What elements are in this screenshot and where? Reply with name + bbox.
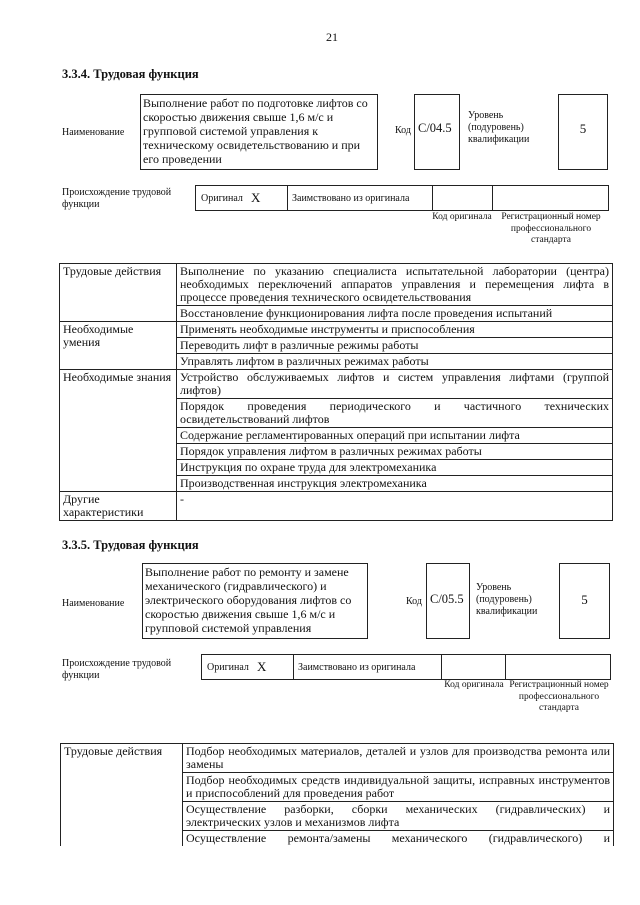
qualification-level-box bbox=[558, 94, 608, 170]
divider bbox=[505, 654, 506, 680]
original-label: Оригинал bbox=[207, 662, 249, 673]
divider bbox=[287, 185, 288, 211]
other-characteristics-label: Другие характеристики bbox=[60, 492, 177, 521]
other-characteristics-value: - bbox=[177, 492, 613, 521]
code-value-box bbox=[426, 563, 470, 639]
divider bbox=[432, 185, 433, 211]
labor-action-item: Осуществление ремонта/замены механического (гидравлического) и bbox=[183, 831, 614, 847]
knowledge-item: Содержание регламентированных операций при испытании лифта bbox=[177, 428, 613, 444]
skill-item: Применять необходимые инструменты и приспособления bbox=[177, 322, 613, 338]
function-name-box bbox=[140, 94, 378, 170]
page-number: 21 bbox=[326, 30, 338, 44]
table-row bbox=[60, 492, 613, 521]
origin-label: Происхождение трудовой функции bbox=[62, 658, 172, 681]
origin-label: Происхождение трудовой функции bbox=[62, 187, 172, 210]
original-checkmark: X bbox=[251, 190, 261, 205]
table-row bbox=[60, 264, 613, 306]
qualification-level-box bbox=[559, 563, 610, 639]
knowledge-item: Порядок проведения периодического и частичного технических освидетельствований лифтов bbox=[177, 399, 613, 428]
divider bbox=[293, 654, 294, 680]
table-row bbox=[60, 370, 613, 399]
skill-item: Управлять лифтом в различных режимах работы bbox=[177, 354, 613, 370]
registration-number-label: Регистрационный номер профессионального стандарта bbox=[509, 680, 609, 713]
knowledge-item: Порядок управления лифтом в различных режимах работы bbox=[177, 444, 613, 460]
labor-action-item: Восстановление функционирования лифта после проведения испытаний bbox=[177, 306, 613, 322]
function-details-table bbox=[60, 743, 614, 846]
name-label: Наименование bbox=[62, 598, 125, 609]
table-row bbox=[60, 322, 613, 338]
registration-number-label: Регистрационный номер профессионального стандарта bbox=[501, 212, 601, 245]
knowledge-label: Необходимые знания bbox=[60, 370, 177, 492]
table-row bbox=[61, 744, 614, 773]
function-details-table bbox=[59, 263, 613, 521]
code-label: Код bbox=[406, 596, 422, 607]
original-label: Оригинал bbox=[201, 193, 243, 204]
knowledge-item: Производственная инструкция электромеханика bbox=[177, 476, 613, 492]
code-value: C/05.5 bbox=[430, 592, 464, 606]
qualification-level-label: Уровень (подуровень) квалификации bbox=[476, 582, 538, 617]
function-name-text: Выполнение работ по подготовке лифтов со скоростью движения свыше 1,6 м/с и групповой системой управления к техническому освидетельствованию и при его проведении bbox=[143, 96, 368, 166]
labor-actions-label: Трудовые действия bbox=[60, 264, 177, 322]
divider bbox=[441, 654, 442, 680]
divider bbox=[492, 185, 493, 211]
code-value: C/04.5 bbox=[418, 121, 452, 135]
section-heading: 3.3.4. Трудовая функция bbox=[62, 67, 199, 81]
qualification-level-label: Уровень (подуровень) квалификации bbox=[468, 110, 530, 145]
knowledge-item: Инструкция по охране труда для электромеханика bbox=[177, 460, 613, 476]
qualification-level-value: 5 bbox=[579, 121, 587, 136]
labor-action-item: Осуществление разборки, сборки механических (гидравлических) и электрических узлов и механизмов лифта bbox=[183, 802, 614, 831]
name-label: Наименование bbox=[62, 127, 125, 138]
original-checkmark: X bbox=[257, 659, 267, 674]
section-heading: 3.3.5. Трудовая функция bbox=[62, 538, 199, 552]
labor-action-item: Подбор необходимых материалов, деталей и узлов для производства ремонта или замены bbox=[183, 744, 614, 773]
original-code-label: Код оригинала bbox=[432, 212, 492, 222]
labor-action-item: Выполнение по указанию специалиста испытательной лаборатории (центра) необходимых переключений аппаратов управления и перемещения лифта в процессе проведения технического освидетельствования bbox=[177, 264, 613, 306]
code-label: Код bbox=[395, 125, 411, 136]
borrowed-label: Заимствовано из оригинала bbox=[298, 662, 416, 673]
labor-action-item: Подбор необходимых средств индивидуальной защиты, исправных инструментов и приспособлений для проведения работ bbox=[183, 773, 614, 802]
skills-label: Необходимые умения bbox=[60, 322, 177, 370]
qualification-level-value: 5 bbox=[581, 592, 588, 607]
original-code-label: Код оригинала bbox=[444, 680, 504, 690]
knowledge-item: Устройство обслуживаемых лифтов и систем управления лифтами (группой лифтов) bbox=[177, 370, 613, 399]
borrowed-label: Заимствовано из оригинала bbox=[292, 193, 410, 204]
function-name-box bbox=[142, 563, 368, 639]
function-name-text: Выполнение работ по ремонту и замене механического (гидравлического) и электрического оборудования лифтов со скоростью движения свыше 1,6 м/с и групповой системой управления bbox=[145, 565, 352, 635]
code-value-box bbox=[414, 94, 460, 170]
skill-item: Переводить лифт в различные режимы работы bbox=[177, 338, 613, 354]
labor-actions-label: Трудовые действия bbox=[61, 744, 183, 847]
